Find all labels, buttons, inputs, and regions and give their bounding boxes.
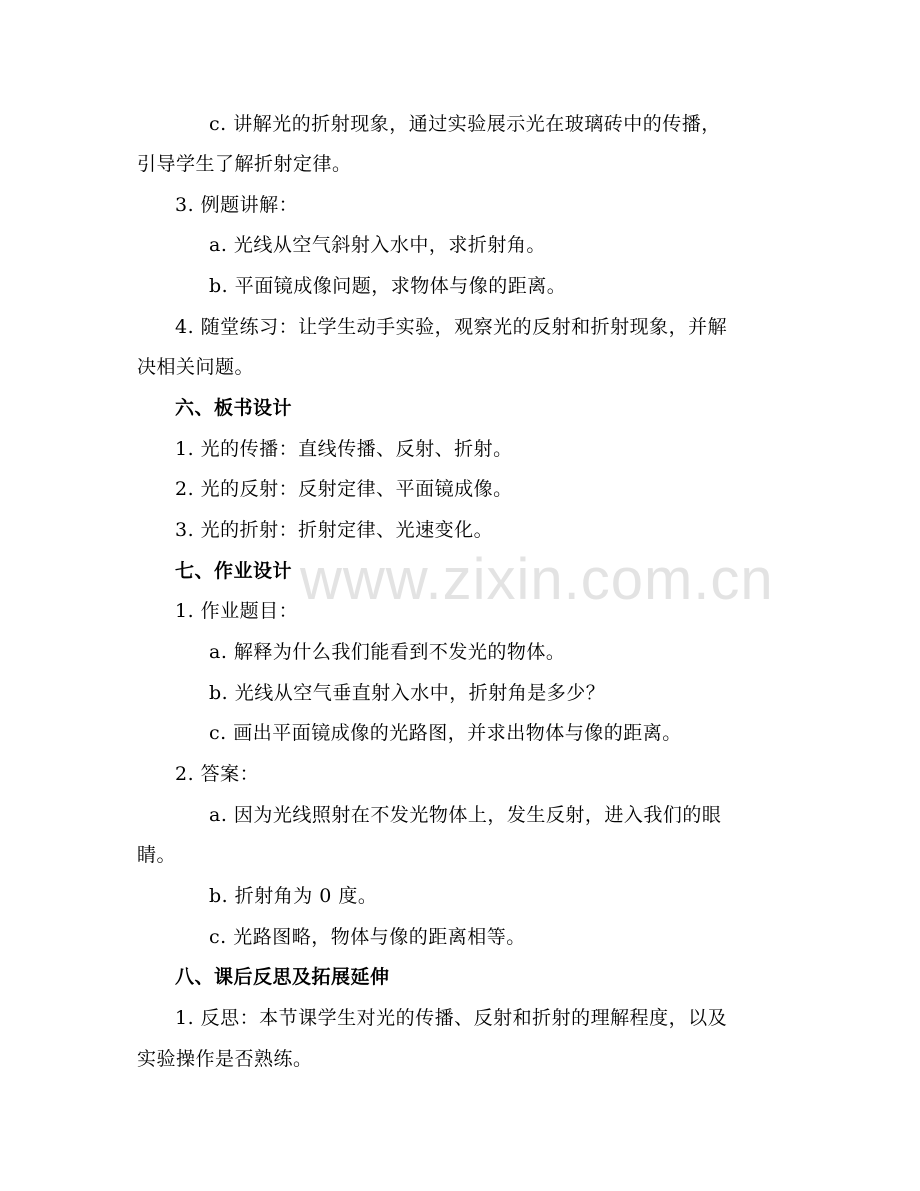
list-item: 2. 光的反射：反射定律、平面镜成像。 [175,478,513,500]
list-subitem: b. 光线从空气垂直射入水中，折射角是多少？ [209,682,606,704]
section-heading: 六、板书设计 [175,397,293,419]
section-heading: 七、作业设计 [175,560,293,582]
paragraph-line: c. 讲解光的折射现象，通过实验展示光在玻璃砖中的传播， [209,113,721,135]
paragraph-line: 引导学生了解折射定律。 [137,153,352,175]
section-heading: 八、课后反思及拓展延伸 [175,966,390,988]
list-item: 1. 作业题目： [175,600,299,622]
list-subitem: b. 平面镜成像问题，求物体与像的距离。 [209,275,567,297]
list-subitem: b. 折射角为 0 度。 [209,885,378,907]
watermark: www.zixin.com.cn [300,547,774,612]
paragraph-line: 决相关问题。 [137,356,255,378]
paragraph-line: 实验操作是否熟练。 [137,1048,313,1070]
paragraph-line: 睛。 [137,844,177,866]
list-item: 3. 例题讲解： [175,194,299,216]
list-subitem: c. 画出平面镜成像的光路图，并求出物体与像的距离。 [209,722,682,744]
list-item: 1. 反思：本节课学生对光的传播、反射和折射的理解程度，以及 [175,1007,728,1029]
list-item: 3. 光的折射：折射定律、光速变化。 [175,519,494,541]
list-item: 2. 答案： [175,763,260,785]
list-item: 1. 光的传播：直线传播、反射、折射。 [175,438,513,460]
list-subitem: c. 光路图略，物体与像的距离相等。 [209,926,526,948]
list-subitem: a. 解释为什么我们能看到不发光的物体。 [209,641,566,663]
list-item: 4. 随堂练习：让学生动手实验，观察光的反射和折射现象，并解 [175,316,728,338]
list-subitem: a. 因为光线照射在不发光物体上，发生反射，进入我们的眼 [209,804,722,826]
list-subitem: a. 光线从空气斜射入水中，求折射角。 [209,234,546,256]
